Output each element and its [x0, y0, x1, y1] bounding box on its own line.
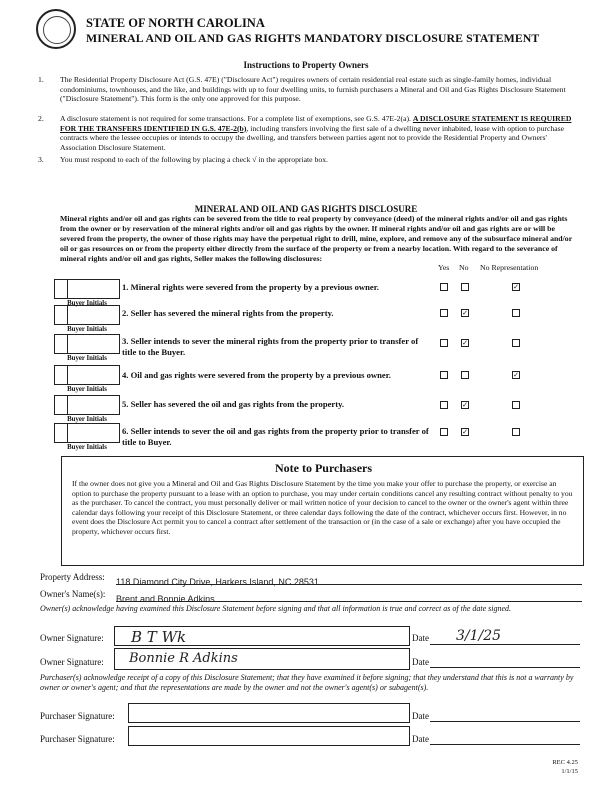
- owner-signature-label: Owner Signature:: [40, 657, 104, 667]
- no-rep-checkbox[interactable]: [512, 283, 520, 291]
- yes-checkbox[interactable]: [440, 428, 448, 436]
- owner-signature-1[interactable]: [114, 626, 410, 646]
- no-checkbox[interactable]: [461, 401, 469, 409]
- disclosure-question-4: 4. Oil and gas rights were severed from the property by a previous owner.: [122, 370, 391, 380]
- buyer-initials-label: Buyer Initials: [67, 300, 107, 307]
- buyer-initials-box[interactable]: [54, 365, 120, 385]
- initials-divider: [55, 366, 68, 384]
- instruction-item-2: A disclosure statement is not required for some transactions. For a complete list of exemptions, see G.S. 47E-2(a). A DISCLOSURE STATEMENT IS REQUIRED FOR THE TRANSFERS IDENTIFIED IN G.S. 47E-2(b), including transfers involving the first sale of a dwelling never inhabited, lease with option to purchase contracts where the lessee occupies or intends to occupy the dwelling, and transfers between parties agent not to provide the Residential Property and Owners' Association Disclosure Statement.: [60, 114, 572, 152]
- no-rep-checkbox[interactable]: [512, 339, 520, 347]
- no-checkbox[interactable]: [461, 371, 469, 379]
- buyer-initials-box[interactable]: [54, 279, 120, 299]
- yes-column-header: Yes: [438, 263, 450, 272]
- disclosure-question-5: 5. Seller has severed the oil and gas rights from the property.: [122, 399, 345, 409]
- checkmark-icon: ✓: [462, 309, 468, 317]
- no-rep-checkbox[interactable]: [512, 428, 520, 436]
- checkmark-icon: ✓: [513, 283, 519, 291]
- instruction-number: 1.: [38, 75, 44, 84]
- purchaser-signature-1[interactable]: [128, 703, 410, 723]
- no-rep-checkbox[interactable]: [512, 371, 520, 379]
- purchaser-date-label: Date: [412, 711, 429, 721]
- buyer-initials-box[interactable]: [54, 334, 120, 354]
- no-checkbox[interactable]: [461, 428, 469, 436]
- initials-divider: [55, 335, 68, 353]
- owner-date-label: Date: [412, 657, 429, 667]
- owner-date-1[interactable]: [430, 628, 580, 645]
- initials-divider: [55, 306, 68, 324]
- disclosure-question-2: 2. Seller has severed the mineral rights from the property.: [122, 308, 334, 318]
- initials-divider: [55, 280, 68, 298]
- state-name: STATE OF NORTH CAROLINA: [86, 16, 265, 30]
- disclosure-question-3: 3. Seller intends to sever the mineral rights from the property prior to transfer of title to the Buyer.: [122, 336, 419, 357]
- disclosure-heading: MINERAL AND OIL AND GAS RIGHTS DISCLOSURE: [194, 204, 418, 214]
- checkmark-icon: ✓: [513, 371, 519, 379]
- yes-checkbox[interactable]: [440, 339, 448, 347]
- owner-names-label: Owner's Name(s):: [40, 589, 106, 599]
- instruction-number: 2.: [38, 114, 44, 123]
- note-to-purchasers: [61, 456, 584, 566]
- property-address-field[interactable]: [116, 572, 582, 585]
- purchaser-signature-2[interactable]: [128, 726, 410, 746]
- checkmark-icon: ✓: [462, 339, 468, 347]
- owner-date-2[interactable]: [430, 654, 580, 668]
- buyer-initials-box[interactable]: [54, 423, 120, 443]
- instruction-number: 3.: [38, 155, 44, 164]
- no-checkbox[interactable]: [461, 309, 469, 317]
- purchaser-signature-label: Purchaser Signature:: [40, 734, 115, 744]
- form-revision: 1/1/15: [561, 768, 578, 775]
- disclosure-question-6: 6. Seller intends to sever the oil and gas rights from the property prior to transfer of title to Buyer.: [122, 426, 429, 447]
- owner-names-field[interactable]: [116, 589, 582, 602]
- note-heading: Note to Purchasers: [274, 461, 373, 475]
- owner-date-label: Date: [412, 633, 429, 643]
- yes-checkbox[interactable]: [440, 371, 448, 379]
- property-address-label: Property Address:: [40, 572, 105, 582]
- disclosure-intro: Mineral rights and/or oil and gas rights can be severed from the title to real property by conveyance (deed) of the mineral rights and/or oil and gas rights from the owner or by reservation of the mineral rights and/or oil and gas rights by the owner. If mineral rights and/or oil and gas rights are or will be severed from the property, the owner of those rights may have the perpetual right to drill, mine, explore, and remove any of the subsurface mineral and/or oil or gas resources on or from the property either directly from the surface of the property or from a nearby location. With regard to the severance of mineral rights and/or oil and gas rights, Seller makes the following disclosures:: [60, 214, 573, 263]
- purchaser-date-2[interactable]: [430, 731, 580, 745]
- instruction-item-3: You must respond to each of the following by placing a check √ in the appropriate box.: [60, 155, 328, 164]
- buyer-initials-label: Buyer Initials: [67, 444, 107, 451]
- buyer-initials-label: Buyer Initials: [67, 386, 107, 393]
- owner-names-value: Brent and Bonnie Adkins: [116, 594, 215, 604]
- owner-signature-2-value: Bonnie R Adkins: [129, 651, 238, 666]
- no-rep-checkbox[interactable]: [512, 401, 520, 409]
- owner-signature-label: Owner Signature:: [40, 633, 104, 643]
- yes-checkbox[interactable]: [440, 309, 448, 317]
- buyer-initials-label: Buyer Initials: [67, 326, 107, 333]
- buyer-initials-box[interactable]: [54, 395, 120, 415]
- owner-acknowledgment: Owner(s) acknowledge having examined this Disclosure Statement before signing and that all information is true and correct as of the date signed.: [40, 604, 512, 613]
- initials-divider: [55, 424, 68, 442]
- owner-signature-2[interactable]: [114, 648, 410, 670]
- no-checkbox[interactable]: [461, 283, 469, 291]
- form-title: MINERAL AND OIL AND GAS RIGHTS MANDATORY DISCLOSURE STATEMENT: [86, 31, 540, 45]
- initials-divider: [55, 396, 68, 414]
- instruction-item-1: The Residential Property Disclosure Act (G.S. 47E) ("Disclosure Act") requires owners of certain residential real estate such as single-family homes, individual condominiums, townhouses, and the like, and buildings with up to four dwelling units, to furnish purchasers a Mineral and Oil and Gas Rights Disclosure Statement ("Disclosure Statement"). This form is the only one approved for this purpose.: [60, 75, 566, 103]
- yes-checkbox[interactable]: [440, 401, 448, 409]
- purchaser-date-1[interactable]: [430, 708, 580, 722]
- checkmark-icon: ✓: [462, 401, 468, 409]
- buyer-initials-label: Buyer Initials: [67, 355, 107, 362]
- no-column-header: No: [459, 263, 469, 272]
- purchaser-signature-label: Purchaser Signature:: [40, 711, 115, 721]
- form-number: REC 4.25: [552, 759, 578, 766]
- purchaser-acknowledgment: Purchaser(s) acknowledge receipt of a copy of this Disclosure Statement; that they have examined it before signing; that they understand that this is not a warranty by owner or owner's agent; and that the representations are made by the owner and not the owner's agent(s) or subagent(s).: [40, 673, 574, 692]
- buyer-initials-label: Buyer Initials: [67, 416, 107, 423]
- instructions-heading: Instructions to Property Owners: [243, 60, 369, 70]
- owner-signature-1-value: B T Wk: [131, 628, 187, 646]
- no-rep-checkbox[interactable]: [512, 309, 520, 317]
- purchaser-date-label: Date: [412, 734, 429, 744]
- buyer-initials-box[interactable]: [54, 305, 120, 325]
- no-representation-column-header: No Representation: [480, 263, 539, 272]
- no-checkbox[interactable]: [461, 339, 469, 347]
- owner-date-1-value: 3/1/25: [456, 628, 502, 644]
- note-text: If the owner does not give you a Mineral and Oil and Gas Rights Disclosure Statement by the time you make your offer to purchase the property, or exercise an option to purchase the property pursuant to a lease with an option to purchase, you may under certain conditions cancel any resulting contract without penalty to you as the purchaser. To cancel the contract, you must personally deliver or mail written notice of your decision to cancel to the owner or the owner's agent within three calendar days following your receipt of this Disclosure Statement, or three calendar days following the date of the contract, whichever occurs first. However, in no event does the Disclosure Act permit you to cancel a contract after settlement of the transaction or (in the case of a sale or exchange) after you have occupied the property, whichever occurs first.: [72, 479, 573, 536]
- yes-checkbox[interactable]: [440, 283, 448, 291]
- checkmark-icon: ✓: [462, 428, 468, 436]
- property-address-value: 118 Diamond City Drive, Harkers Island, NC 28531: [116, 577, 319, 587]
- state-seal-icon: [36, 9, 76, 49]
- disclosure-question-1: 1. Mineral rights were severed from the property by a previous owner.: [122, 282, 379, 292]
